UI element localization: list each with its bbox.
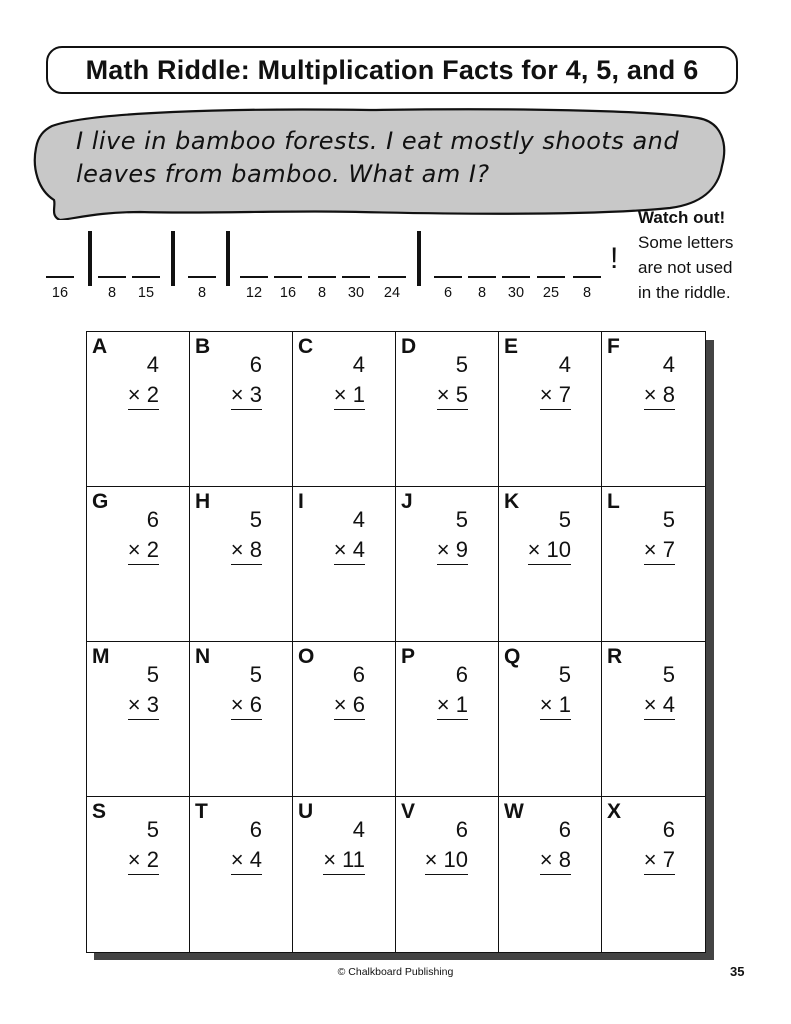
- cell-letter: K: [504, 490, 520, 513]
- cell-multiplier: × 4: [334, 537, 365, 565]
- cell-multiplier: × 3: [231, 382, 262, 410]
- grid-cell: [87, 797, 190, 952]
- cell-multiplier: × 8: [231, 537, 262, 565]
- riddle-line-2: leaves from bamboo. What am I?: [76, 160, 490, 188]
- word-separator: [226, 231, 230, 286]
- cell-multiplicand: 6: [455, 662, 468, 687]
- cell-multiplier: × 10: [528, 537, 571, 565]
- cell-letter: E: [504, 335, 519, 358]
- answer-blank[interactable]: [502, 276, 530, 278]
- page-number: 35: [730, 964, 745, 979]
- cell-letter: S: [92, 800, 107, 823]
- grid-cell: [602, 642, 705, 797]
- answer-blank[interactable]: [188, 276, 216, 278]
- cell-multiplicand: 6: [352, 662, 365, 687]
- cell-multiplicand: 6: [249, 817, 262, 842]
- answer-number: 16: [51, 285, 69, 301]
- cell-multiplicand: 5: [558, 507, 571, 532]
- cell-multiplicand: 5: [455, 507, 468, 532]
- cell-letter: M: [92, 645, 110, 668]
- grid-cell: [190, 797, 293, 952]
- watch-out-note: [638, 205, 778, 305]
- cell-letter: J: [401, 490, 413, 513]
- cell-multiplier: × 11: [323, 847, 365, 875]
- cell-letter: B: [195, 335, 211, 358]
- answer-number: 30: [347, 285, 365, 301]
- cell-multiplier: × 2: [128, 537, 159, 565]
- answer-blank[interactable]: [240, 276, 268, 278]
- cell-multiplier: × 7: [540, 382, 571, 410]
- cell-multiplicand: 5: [662, 507, 675, 532]
- cell-letter: U: [298, 800, 314, 823]
- answer-blank[interactable]: [308, 276, 336, 278]
- cell-multiplier: × 1: [334, 382, 365, 410]
- cell-multiplier: × 1: [540, 692, 571, 720]
- grid-cell: [396, 332, 499, 487]
- page-title: [46, 46, 738, 94]
- cell-multiplier: × 9: [437, 537, 468, 565]
- cell-letter: A: [92, 335, 108, 358]
- grid-cell: [499, 797, 602, 952]
- cell-multiplier: × 10: [425, 847, 468, 875]
- cell-multiplier: × 2: [128, 382, 159, 410]
- cell-letter: Q: [504, 645, 521, 668]
- cell-letter: N: [195, 645, 211, 668]
- grid-cell: [87, 642, 190, 797]
- cell-letter: R: [607, 645, 623, 668]
- cell-multiplicand: 4: [352, 352, 365, 377]
- grid-cell: [499, 487, 602, 642]
- cell-letter: O: [298, 645, 315, 668]
- copyright-footer: © Chalkboard Publishing: [337, 966, 454, 978]
- word-separator: [171, 231, 175, 286]
- answer-number: 12: [245, 285, 263, 301]
- cell-multiplier: × 8: [644, 382, 675, 410]
- cell-multiplier: × 7: [644, 537, 675, 565]
- answer-number: 15: [137, 285, 155, 301]
- cell-multiplier: × 5: [437, 382, 468, 410]
- cell-multiplier: × 3: [128, 692, 159, 720]
- word-separator: [417, 231, 421, 286]
- cell-multiplicand: 6: [558, 817, 571, 842]
- answer-number: 24: [383, 285, 401, 301]
- cell-multiplicand: 4: [352, 817, 365, 842]
- cell-multiplicand: 4: [558, 352, 571, 377]
- cell-letter: V: [401, 800, 416, 823]
- cell-multiplier: × 6: [334, 692, 365, 720]
- cell-multiplier: × 4: [231, 847, 262, 875]
- word-separator: [88, 231, 92, 286]
- cell-multiplicand: 4: [662, 352, 675, 377]
- cell-multiplier: × 8: [540, 847, 571, 875]
- cell-multiplier: × 1: [437, 692, 468, 720]
- cell-letter: H: [195, 490, 211, 513]
- cell-multiplicand: 4: [146, 352, 159, 377]
- cell-letter: T: [195, 800, 208, 823]
- cell-multiplicand: 6: [455, 817, 468, 842]
- answer-blank[interactable]: [378, 276, 406, 278]
- answer-blank[interactable]: [46, 276, 74, 278]
- cell-letter: P: [401, 645, 416, 668]
- answer-blank[interactable]: [573, 276, 601, 278]
- answer-number: 8: [197, 285, 207, 301]
- cell-multiplicand: 6: [249, 352, 262, 377]
- cell-multiplier: × 6: [231, 692, 262, 720]
- cell-multiplicand: 5: [146, 817, 159, 842]
- answer-number: 8: [317, 285, 327, 301]
- grid-cell: [602, 797, 705, 952]
- grid-cell: [499, 332, 602, 487]
- cell-multiplicand: 6: [662, 817, 675, 842]
- title-text: Math Riddle: Multiplication Facts for 4, 5, and 6: [85, 54, 699, 85]
- grid-cell: [87, 332, 190, 487]
- grid-cell: [396, 797, 499, 952]
- cell-multiplier: × 7: [644, 847, 675, 875]
- note-line: in the riddle.: [638, 283, 731, 302]
- cell-multiplicand: 5: [662, 662, 675, 687]
- cell-multiplicand: 4: [352, 507, 365, 532]
- grid-cell: [190, 642, 293, 797]
- cell-letter: C: [298, 335, 314, 358]
- grid-cell: [602, 332, 705, 487]
- cell-letter: F: [607, 335, 620, 358]
- cell-letter: W: [504, 800, 524, 823]
- answer-number: 8: [107, 285, 117, 301]
- cell-letter: L: [607, 490, 620, 513]
- note-line: Some letters: [638, 233, 734, 252]
- answer-blank[interactable]: [537, 276, 565, 278]
- grid-cell: [87, 487, 190, 642]
- answer-blank[interactable]: [342, 276, 370, 278]
- cell-letter: D: [401, 335, 417, 358]
- cell-multiplicand: 5: [249, 507, 262, 532]
- grid-cell: [293, 332, 396, 487]
- grid-cell: [293, 487, 396, 642]
- cell-letter: I: [298, 490, 304, 513]
- cell-multiplicand: 5: [146, 662, 159, 687]
- grid-cell: [602, 487, 705, 642]
- answer-blank[interactable]: [132, 276, 160, 278]
- cell-letter: X: [607, 800, 622, 823]
- answer-number: 25: [542, 285, 560, 301]
- answer-blank[interactable]: [274, 276, 302, 278]
- answer-blank[interactable]: [468, 276, 496, 278]
- grid-cell: [190, 332, 293, 487]
- cell-multiplier: × 4: [644, 692, 675, 720]
- answer-number: 30: [507, 285, 525, 301]
- answer-number: 8: [477, 285, 487, 301]
- answer-blank[interactable]: [434, 276, 462, 278]
- exclamation-mark: !: [610, 242, 619, 275]
- grid-cell: [293, 642, 396, 797]
- note-heading: Watch out!: [638, 208, 726, 227]
- cell-multiplicand: 5: [455, 352, 468, 377]
- answer-blanks: [40, 228, 630, 308]
- note-line: are not used: [638, 258, 733, 277]
- grid-cell: [293, 797, 396, 952]
- grid-cell: [396, 487, 499, 642]
- grid-cell: [396, 642, 499, 797]
- riddle-text: [76, 125, 716, 191]
- answer-blank[interactable]: [98, 276, 126, 278]
- cell-multiplicand: 5: [249, 662, 262, 687]
- riddle-line-1: I live in bamboo forests. I eat mostly shoots and: [76, 127, 680, 155]
- cell-multiplicand: 6: [146, 507, 159, 532]
- cell-letter: G: [92, 490, 109, 513]
- cell-multiplier: × 2: [128, 847, 159, 875]
- answer-number: 6: [443, 285, 453, 301]
- cell-multiplicand: 5: [558, 662, 571, 687]
- grid-cell: [190, 487, 293, 642]
- code-grid: [86, 331, 706, 953]
- answer-number: 16: [279, 285, 297, 301]
- grid-cell: [499, 642, 602, 797]
- answer-number: 8: [582, 285, 592, 301]
